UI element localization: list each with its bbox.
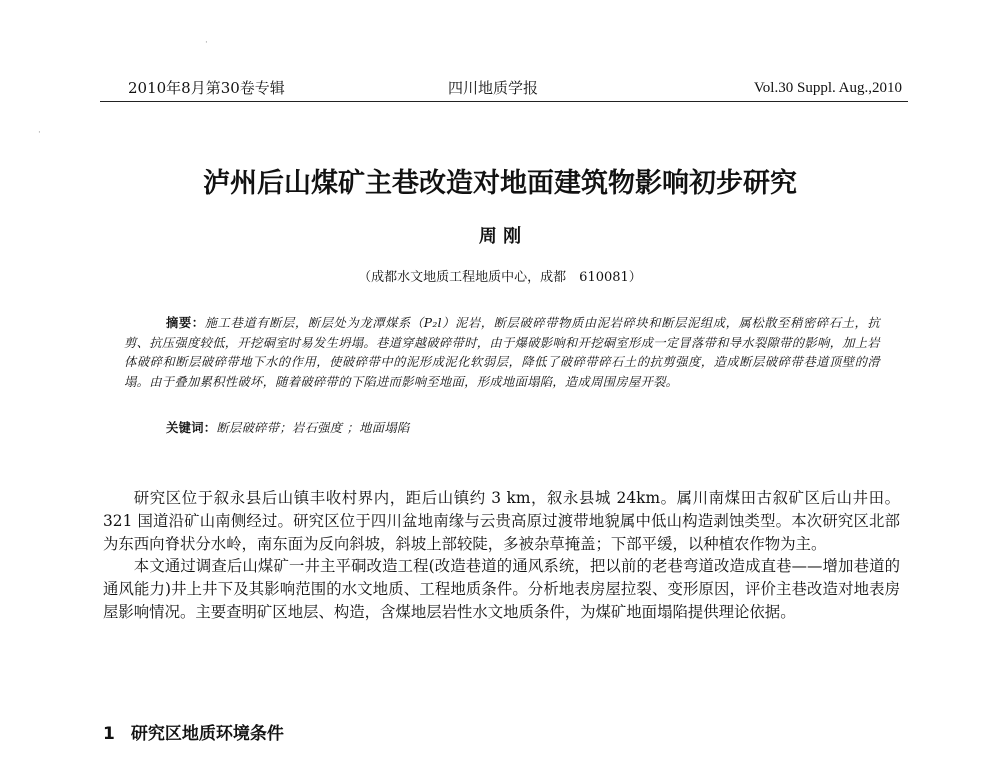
header-volume: Vol.30 Suppl. Aug.,2010 bbox=[753, 80, 902, 96]
header-journal: 四川地质学报 bbox=[448, 79, 539, 97]
header-issue: 2010年8月第30卷专辑 bbox=[128, 79, 285, 97]
author: 周 刚 bbox=[478, 226, 522, 247]
abstract bbox=[124, 313, 880, 392]
keywords-text: 断层破碎带；岩石强度 ；地面塌陷 bbox=[216, 421, 410, 435]
keywords-label: 关键词： bbox=[166, 420, 217, 435]
abstract-label: 摘要： bbox=[166, 315, 205, 330]
section-number: 1 bbox=[103, 724, 115, 744]
keywords bbox=[166, 418, 886, 438]
section-heading bbox=[103, 722, 503, 746]
paragraph: 研究区位于叙永县后山镇丰收村界内，距后山镇约 3 km，叙永县城 24km。属川南煤田古叙矿区后山井田。321 国道沿矿山南侧经过。研究区位于四川盆地南缘与云贵高原过渡带地貌属中低山构造剥蚀类型。本次研究区北部为东西向脊状分水岭，南东面为反向斜坡，斜坡上部较陡，多被杂草掩盖；下部平缓，以种植农作物为主。 bbox=[103, 489, 900, 553]
body-text bbox=[103, 487, 900, 624]
abstract-text: 施工巷道有断层，断层处为龙潭煤系（P₂l）泥岩，断层破碎带物质由泥岩碎块和断层泥组成，属松散至稍密碎石土，抗剪、抗压强度较低，开挖硐室时易发生坍塌。巷道穿越破碎带时，由于爆破影响和开挖硐室形成一定冒落带和导水裂隙带的影响，加上岩体破碎和断层破碎带地下水的作用，使破碎带中的泥形成泥化软弱层，降低了破碎带碎石土的抗剪强度，造成断层破碎带巷道顶壁的滑塌。由于叠加累积性破坏，随着破碎带的下陷进而影响至地面，形成地面塌陷，造成周围房屋开裂。 bbox=[124, 316, 880, 389]
running-header bbox=[100, 76, 908, 100]
affiliation: （成都水文地质工程地质中心，成都 610081） bbox=[358, 270, 642, 285]
section-title: 研究区地质环境条件 bbox=[130, 724, 284, 744]
paragraph: 本文通过调查后山煤矿一井主平硐改造工程(改造巷道的通风系统，把以前的老巷弯道改造成直巷——增加巷道的通风能力)井上井下及其影响范围的水文地质、工程地质条件。分析地表房屋拉裂、变形原因，评价主巷改造对地表房屋影响情况。主要查明矿区地层、构造，含煤地层岩性水文地质条件，为煤矿地面塌陷提供理论依据。 bbox=[103, 557, 900, 621]
scan-dot: · bbox=[38, 128, 41, 138]
header-rule bbox=[100, 101, 908, 102]
paper-title: 泸州后山煤矿主巷改造对地面建筑物影响初步研究 bbox=[203, 168, 797, 199]
scan-dot: · bbox=[205, 38, 208, 48]
